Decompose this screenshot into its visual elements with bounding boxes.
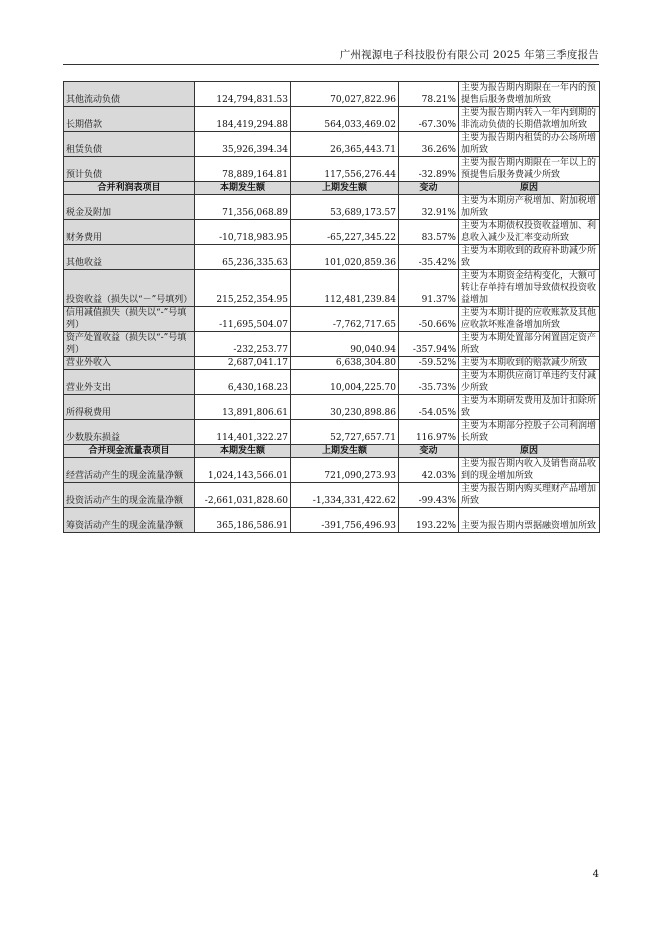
reason-cell: 主要为报告期内购买理财产品增加所致 [459,483,600,508]
change-cell: 32.91% [399,195,459,220]
item-cell: 信用减值损失（损失以“-”号填列） [64,307,195,332]
change-cell: -54.05% [399,395,459,420]
reason-cell: 主要为本期计提的应收账款及其他应收款坏账准备增加所致 [459,307,600,332]
current-period-cell: 114,401,322.27 [195,420,291,445]
income-section-header [64,182,600,195]
item-cell: 营业外支出 [64,370,195,395]
item-cell: 其他流动负债 [64,82,195,107]
previous-period-cell: 117,556,276.44 [291,157,399,182]
change-cell: 91.37% [399,270,459,307]
column-header-current: 本期发生额 [195,182,291,195]
change-cell: 83.57% [399,220,459,245]
table-row [64,395,600,420]
current-period-cell: 78,889,164.81 [195,157,291,182]
current-period-cell: 65,236,335.63 [195,245,291,270]
reason-cell: 主要为本期处置部分闲置固定资产所致 [459,332,600,357]
current-period-cell: 215,252,354.95 [195,270,291,307]
change-cell: -67.30% [399,107,459,132]
previous-period-cell: 101,020,859.36 [291,245,399,270]
current-period-cell: 1,024,143,566.01 [195,458,291,483]
reason-cell: 主要为本期资金结构变化，大额可转让存单持有增加导致债权投资收益增加 [459,270,600,307]
item-cell: 投资活动产生的现金流量净额 [64,483,195,508]
previous-period-cell: 721,090,273.93 [291,458,399,483]
table-row [64,332,600,357]
change-cell: 42.03% [399,458,459,483]
previous-period-cell: 26,365,443.71 [291,132,399,157]
reason-cell: 主要为报告期内期限在一年内的预提售后服务费增加所致 [459,82,600,107]
reason-cell: 主要为本期收到的赔款减少所致 [459,357,600,370]
item-cell: 所得税费用 [64,395,195,420]
change-cell: -32.89% [399,157,459,182]
current-period-cell: 71,356,068.89 [195,195,291,220]
column-header-current: 本期发生额 [195,445,291,458]
column-header-item: 合并现金流量表项目 [64,445,195,458]
table-row [64,370,600,395]
table-row [64,220,600,245]
previous-period-cell: 10,004,225.70 [291,370,399,395]
current-period-cell: 124,794,831.53 [195,82,291,107]
previous-period-cell: -65,227,345.22 [291,220,399,245]
change-cell: 116.97% [399,420,459,445]
change-cell: -35.42% [399,245,459,270]
table-row [64,195,600,220]
item-cell: 投资收益（损失以“－”号填列） [64,270,195,307]
item-cell: 长期借款 [64,107,195,132]
column-header-previous: 上期发生额 [291,182,399,195]
reason-cell: 主要为报告期内票据融资增加所致 [459,508,600,533]
previous-period-cell: -7,762,717.65 [291,307,399,332]
financial-changes-table [63,81,600,533]
table-row [64,508,600,533]
previous-period-cell: -1,334,331,422.62 [291,483,399,508]
table-row [64,245,600,270]
change-cell: -59.52% [399,357,459,370]
current-period-cell: 184,419,294.88 [195,107,291,132]
change-cell: 78.21% [399,82,459,107]
previous-period-cell: 30,230,898.86 [291,395,399,420]
item-cell: 其他收益 [64,245,195,270]
table-row [64,157,600,182]
current-period-cell: 6,430,168.23 [195,370,291,395]
page-number: 4 [592,869,599,880]
reason-cell: 主要为报告期内转入一年内到期的非流动负债的长期借款增加所致 [459,107,600,132]
previous-period-cell: 6,638,304.80 [291,357,399,370]
item-cell: 经营活动产生的现金流量净额 [64,458,195,483]
current-period-cell: 2,687,041.17 [195,357,291,370]
header-divider [63,64,599,65]
reason-cell: 主要为本期供应商订单违约支付减少所致 [459,370,600,395]
previous-period-cell: 112,481,239.84 [291,270,399,307]
item-cell: 筹资活动产生的现金流量净额 [64,508,195,533]
reason-cell: 主要为本期部分控股子公司利润增长所致 [459,420,600,445]
current-period-cell: 365,186,586.91 [195,508,291,533]
table-row [64,132,600,157]
change-cell: 36.26% [399,132,459,157]
current-period-cell: -2,661,031,828.60 [195,483,291,508]
table-row [64,357,600,370]
previous-period-cell: 52,727,657.71 [291,420,399,445]
change-cell: -99.43% [399,483,459,508]
report-header-title: 广州视源电子科技股份有限公司 2025 年第三季度报告 [339,49,599,61]
reason-cell: 主要为报告期内租赁的办公场所增加所致 [459,132,600,157]
column-header-previous: 上期发生额 [291,445,399,458]
previous-period-cell: 70,027,822.96 [291,82,399,107]
column-header-item: 合并利润表项目 [64,182,195,195]
column-header-change: 变动 [399,445,459,458]
table-row [64,483,600,508]
current-period-cell: 35,926,394.34 [195,132,291,157]
cashflow-section-header [64,445,600,458]
previous-period-cell: -391,756,496.93 [291,508,399,533]
item-cell: 预计负债 [64,157,195,182]
item-cell: 租赁负债 [64,132,195,157]
current-period-cell: -10,718,983.95 [195,220,291,245]
change-cell: 193.22% [399,508,459,533]
previous-period-cell: 53,689,173.57 [291,195,399,220]
table-row [64,82,600,107]
item-cell: 少数股东损益 [64,420,195,445]
reason-cell: 主要为报告期内期限在一年以上的预提售后服务费减少所致 [459,157,600,182]
column-header-reason: 原因 [459,445,600,458]
table-row [64,420,600,445]
previous-period-cell: 90,040.94 [291,332,399,357]
table-row [64,458,600,483]
reason-cell: 主要为本期债权投资收益增加、利息收入减少及汇率变动所致 [459,220,600,245]
current-period-cell: 13,891,806.61 [195,395,291,420]
previous-period-cell: 564,033,469.02 [291,107,399,132]
current-period-cell: -232,253.77 [195,332,291,357]
change-cell: -50.66% [399,307,459,332]
reason-cell: 主要为本期收到的政府补助减少所致 [459,245,600,270]
change-cell: -357.94% [399,332,459,357]
table-row [64,270,600,307]
reason-cell: 主要为本期房产税增加、附加税增加所致 [459,195,600,220]
item-cell: 财务费用 [64,220,195,245]
current-period-cell: -11,695,504.07 [195,307,291,332]
reason-cell: 主要为报告期内收入及销售商品收到的现金增加所致 [459,458,600,483]
change-cell: -35.73% [399,370,459,395]
table-row [64,307,600,332]
column-header-reason: 原因 [459,182,600,195]
reason-cell: 主要为本期研发费用及加计扣除所致 [459,395,600,420]
table-row [64,107,600,132]
item-cell: 资产处置收益（损失以“-”号填列） [64,332,195,357]
item-cell: 营业外收入 [64,357,195,370]
column-header-change: 变动 [399,182,459,195]
item-cell: 税金及附加 [64,195,195,220]
